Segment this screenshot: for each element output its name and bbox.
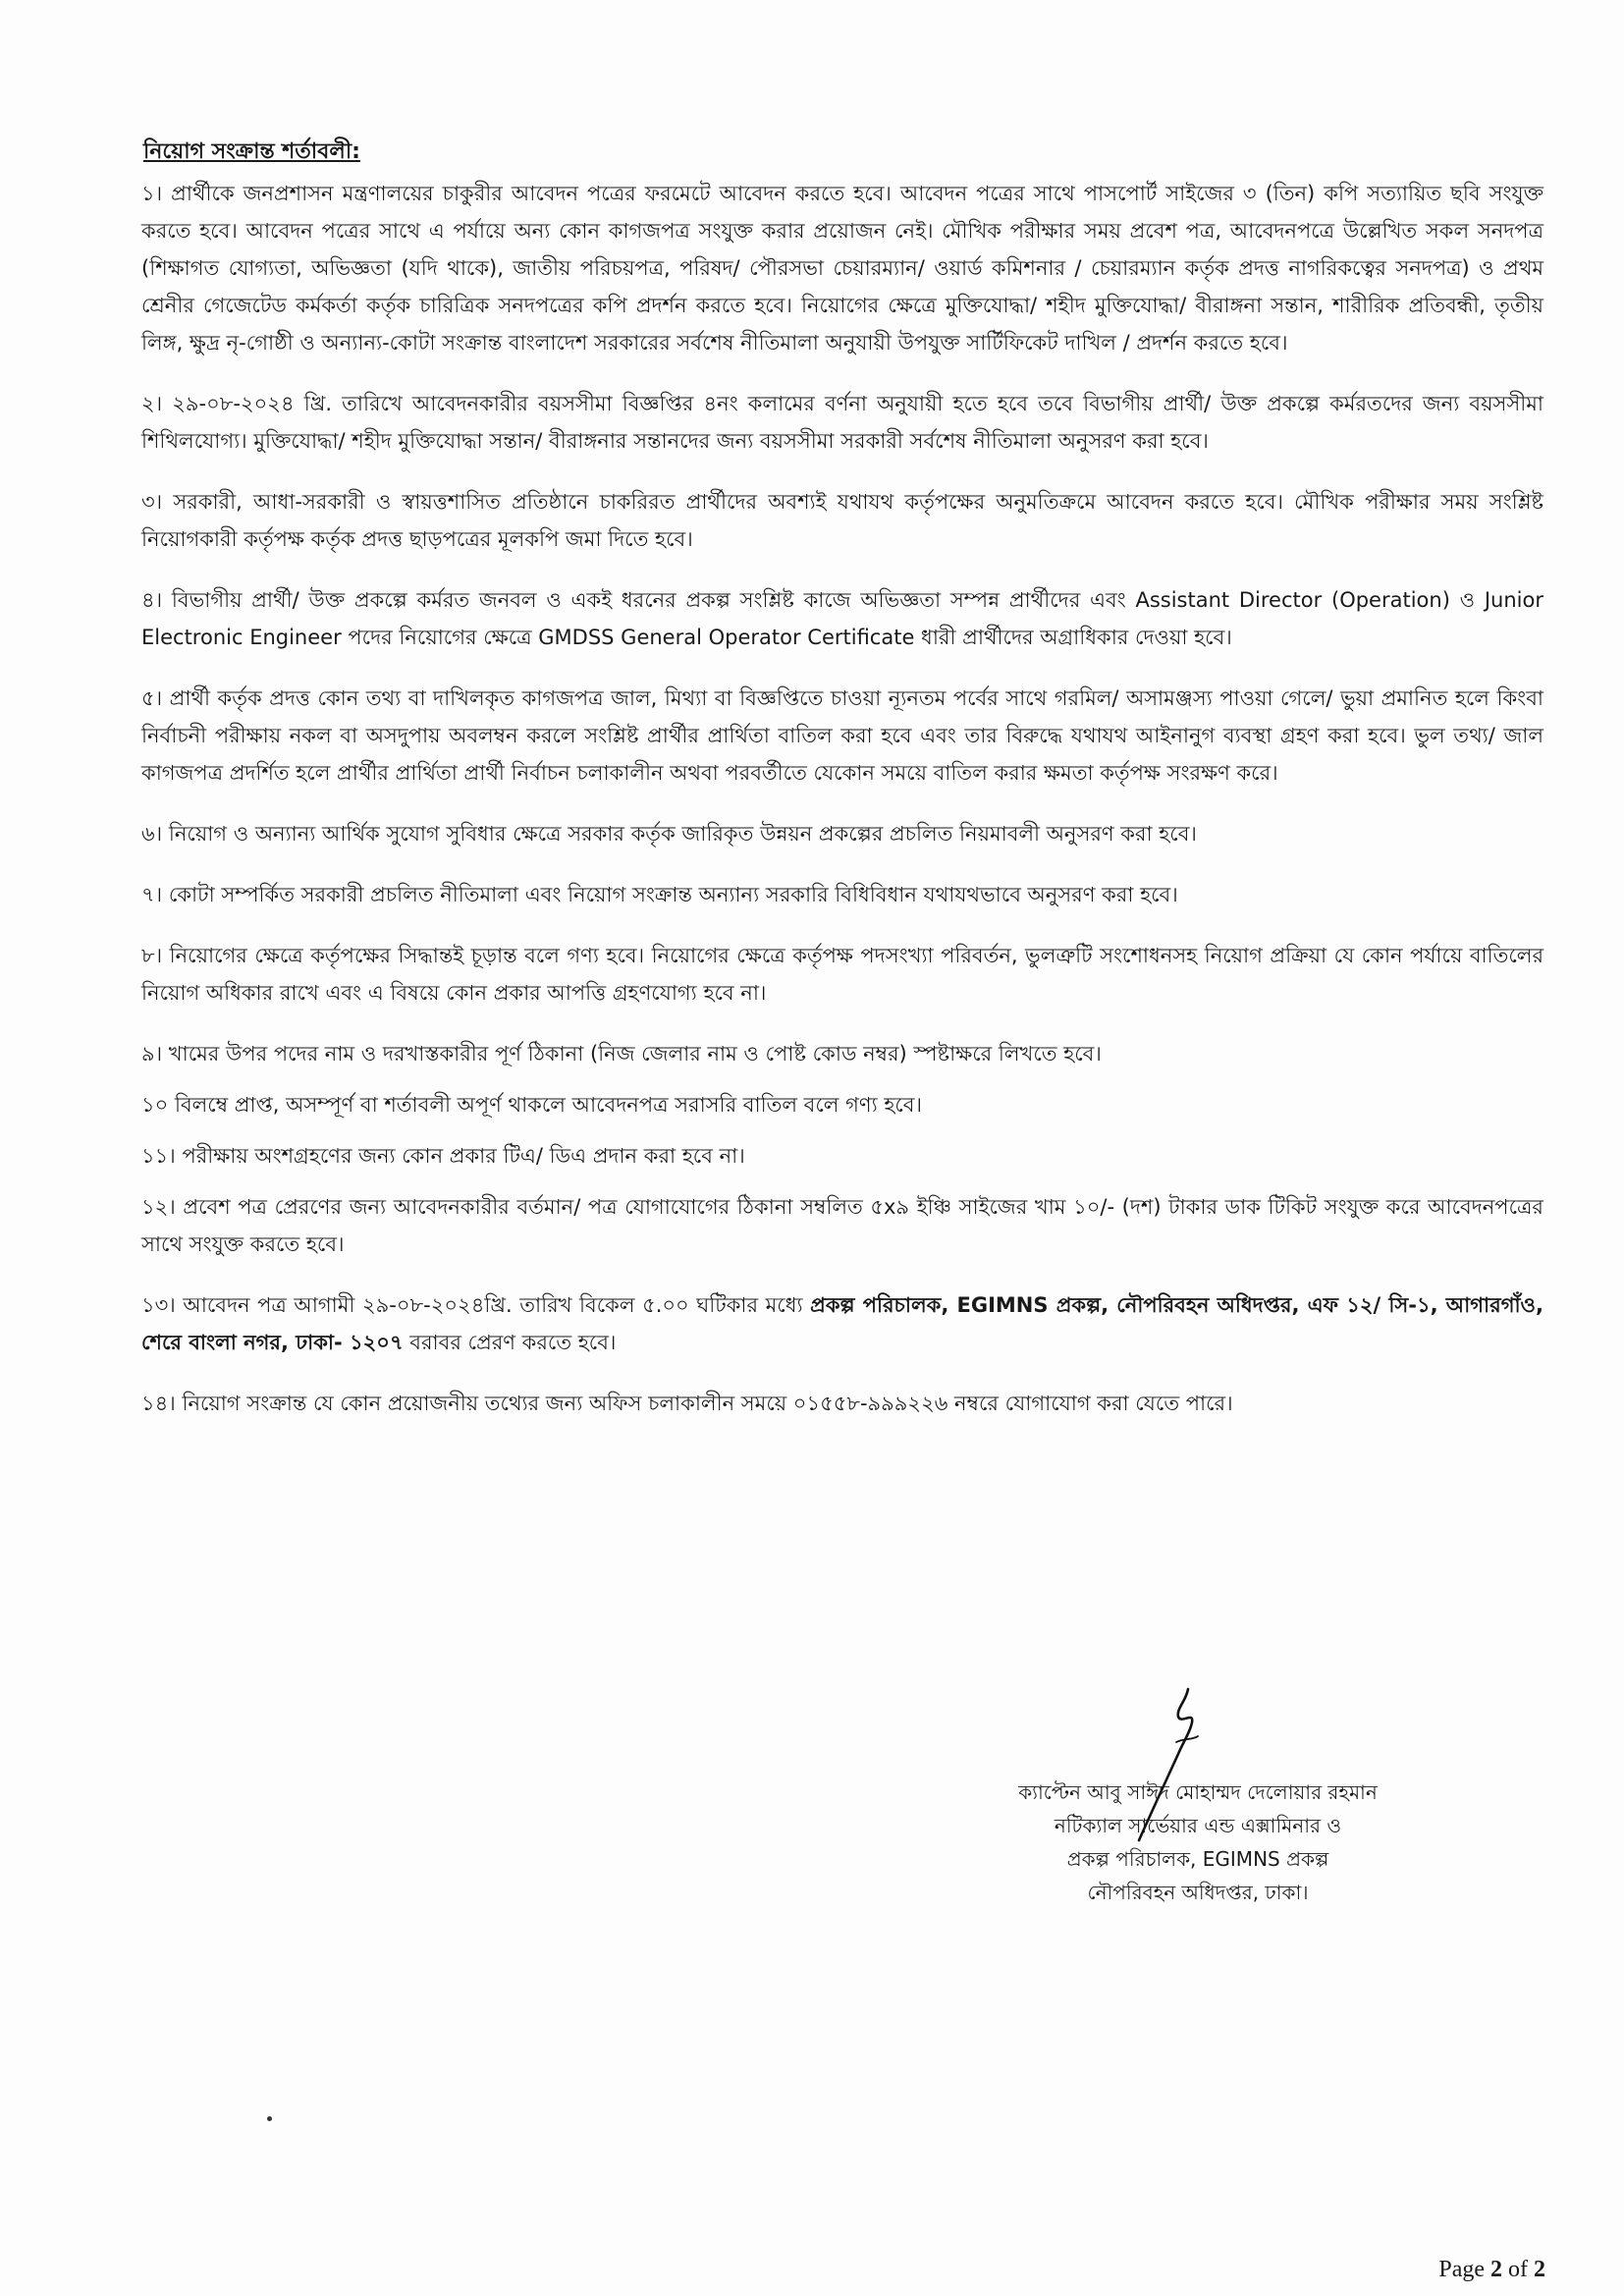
- clause-list: [141, 175, 1543, 1446]
- clause-7: ৭। কোটা সম্পর্কিত সরকারী প্রচলিত নীতিমালা এবং নিয়োগ সংক্রান্ত অন্যান্য সরকারি বিধিবিধান যথাযথভাবে অনুসরণ করা হবে।: [141, 883, 1178, 906]
- clause-14: ১৪। নিয়োগ সংক্রান্ত যে কোন প্রয়োজনীয় তথ্যের জন্য অফিস চলাকালীন সময়ে ০১৫৫৮-৯৯৯২২৬ নম্বরে যোগাযোগ করা যেতে পারে।: [141, 1392, 1233, 1415]
- page-number: [1438, 2257, 1545, 2283]
- clause-4: ৪। বিভাগীয় প্রার্থী/ উক্ত প্রকল্পে কর্মরত জনবল ও একই ধরনের প্রকল্প সংশ্লিষ্ট কাজে অভিজ্ঞতা সম্পন্ন প্রার্থীদের এবং Assistant Director (Operation) ও Junior Electronic Engineer পদের নিয়োগের ক্ষেত্রে GMDSS General Operator Certificate ধারী প্রার্থীদের অগ্রাধিকার দেওয়া হবে।: [141, 588, 1543, 649]
- page-number-total: 2: [1534, 2257, 1545, 2282]
- signatory-office: নৌপরিবহন অধিদপ্তর, ঢাকা।: [1087, 1881, 1309, 1904]
- clause-13-tail: বরাবর প্রেরণ করতে হবে।: [403, 1331, 617, 1354]
- page-number-middle: of: [1502, 2257, 1534, 2282]
- signatory-role: প্রকল্প পরিচালক, EGIMNS প্রকল্প: [1066, 1847, 1329, 1871]
- clause-3: ৩। সরকারী, আধা-সরকারী ও স্বায়ত্তশাসিত প্রতিষ্ঠানে চাকরিরত প্রার্থীদের অবশ্যই যথাযথ কর্তৃপক্ষের অনুমতিক্রমে আবেদন করতে হবে। মৌখিক পরীক্ষার সময় সংশ্লিষ্ট নিয়োগকারী কর্তৃপক্ষ কর্তৃক প্রদত্ত ছাড়পত্রের মূলকপি জমা দিতে হবে।: [141, 490, 1543, 551]
- clause-13: [141, 1286, 1543, 1361]
- signature-block: [982, 1776, 1414, 1909]
- clause-13-address: প্রকল্প পরিচালক, EGIMNS প্রকল্প, নৌপরিবহন অধিদপ্তর, এফ ১২/ সি-১, আগারগাঁও, শেরে বাংলা নগর, ঢাকা- ১২০৭: [141, 1293, 1543, 1354]
- page-number-prefix: Page: [1438, 2257, 1490, 2282]
- page-heading: নিয়োগ সংক্রান্ত শর্তাবলী:: [143, 139, 360, 164]
- stray-mark: [267, 2116, 272, 2121]
- clause-1: ১। প্রার্থীকে জনপ্রশাসন মন্ত্রণালয়ের চাকুরীর আবেদন পত্রের ফরমেটে আবেদন করতে হবে। আবেদন পত্রের সাথে পাসপোর্ট সাইজের ৩ (তিন) কপি সত্যায়িত ছবি সংযুক্ত করতে হবে। আবেদন পত্রের সাথে এ পর্যায়ে অন্য কোন কাগজপত্র সংযুক্ত করার প্রয়োজন নেই। মৌখিক পরীক্ষার সময় প্রবেশ পত্র, আবেদনপত্রে উল্লেখিত সকল সনদপত্র (শিক্ষাগত যোগ্যতা, অভিজ্ঞতা (যদি থাকে), জাতীয় পরিচয়পত্র, পরিষদ/ পৌরসভা চেয়ারম্যান/ ওয়ার্ড কমিশনার / চেয়ারম্যান কর্তৃক প্রদত্ত নাগরিকত্বের সনদপত্র) ও প্রথম শ্রেনীর গেজেটেড কর্মকর্তা কর্তৃক চারিত্রিক সনদপত্রের কপি প্রদর্শন করতে হবে। নিয়োগের ক্ষেত্রে মুক্তিযোদ্ধা/ শহীদ মুক্তিযোদ্ধা/ বীরাঙ্গনা সন্তান, শারীরিক প্রতিবন্ধী, তৃতীয় লিঙ্গ, ক্ষুদ্র নৃ-গোষ্ঠী ও অন্যান্য-কোটা সংক্রান্ত বাংলাদেশ সরকারের সর্বশেষ নীতিমালা অনুযায়ী উপযুক্ত সার্টিফিকেট দাখিল / প্রদর্শন করতে হবে।: [141, 182, 1543, 355]
- clause-9: ৯। খামের উপর পদের নাম ও দরখাস্তকারীর পূর্ণ ঠিকানা (নিজ জেলার নাম ও পোষ্ট কোড নম্বর) স্পষ্টাক্ষরে লিখতে হবে।: [141, 1042, 1102, 1066]
- signatory-name: ক্যাপ্টেন আবু সাঈদ মোহাম্মদ দেলোয়ার রহমান: [1018, 1780, 1378, 1804]
- clause-6: ৬। নিয়োগ ও অন্যান্য আর্থিক সুযোগ সুবিধার ক্ষেত্রে সরকার কর্তৃক জারিকৃত উন্নয়ন প্রকল্পের প্রচলিত নিয়মাবলী অনুসরণ করা হবে।: [141, 822, 1197, 846]
- clause-11: ১১। পরীক্ষায় অংশগ্রহণের জন্য কোন প্রকার টিএ/ ডিএ প্রদান করা হবে না।: [141, 1144, 745, 1168]
- page-number-current: 2: [1490, 2257, 1502, 2282]
- clause-2: ২। ২৯-০৮-২০২৪ খ্রি. তারিখে আবেদনকারীর বয়সসীমা বিজ্ঞপ্তির ৪নং কলামের বর্ণনা অনুযায়ী হতে হবে তবে বিভাগীয় প্রার্থী/ উক্ত প্রকল্পে কর্মরতদের জন্য বয়সসীমা শিথিলযোগ্য। মুক্তিযোদ্ধা/ শহীদ মুক্তিযোদ্ধা সন্তান/ বীরাঙ্গনার সন্তানদের জন্য বয়সসীমা সরকারী সর্বশেষ নীতিমালা অনুসরণ করা হবে।: [141, 392, 1543, 453]
- clause-5: ৫। প্রার্থী কর্তৃক প্রদত্ত কোন তথ্য বা দাখিলকৃত কাগজপত্র জাল, মিথ্যা বা বিজ্ঞপ্তিতে চাওয়া ন্যূনতম পর্বের সাথে গরমিল/ অসামঞ্জস্য পাওয়া গেলে/ ভুয়া প্রমানিত হলে কিংবা নির্বাচনী পরীক্ষায় নকল বা অসদুপায় অবলম্বন করলে সংশ্লিষ্ট প্রার্থীর প্রার্থিতা বাতিল করা হবে এবং তার বিরুদ্ধে যথাযথ আইনানুগ ব্যবস্থা গ্রহণ করা হবে। ভুল তথ্য/ জাল কাগজপত্র প্রদর্শিত হলে প্রার্থীর প্রার্থিতা প্রার্থী নির্বাচন চলাকালীন অথবা পরবর্তীতে যেকোন সময়ে বাতিল করার ক্ষমতা কর্তৃপক্ষ সংরক্ষণ করে।: [141, 686, 1543, 785]
- clause-8: ৮। নিয়োগের ক্ষেত্রে কর্তৃপক্ষের সিদ্ধান্তই চূড়ান্ত বলে গণ্য হবে। নিয়োগের ক্ষেত্রে কর্তৃপক্ষ পদসংখ্যা পরিবর্তন, ভুলত্রুটি সংশোধনসহ নিয়োগ প্রক্রিয়া যে কোন পর্যায়ে বাতিলের নিয়োগ অধিকার রাখে এবং এ বিষয়ে কোন প্রকার আপত্তি গ্রহণযোগ্য হবে না।: [141, 944, 1543, 1005]
- clause-10: ১০ বিলম্বে প্রাপ্ত, অসম্পূর্ণ বা শর্তাবলী অপূর্ণ থাকলে আবেদনপত্র সরাসরি বাতিল বলে গণ্য হবে।: [141, 1093, 923, 1117]
- clause-13-text: ১৩। আবেদন পত্র আগামী ২৯-০৮-২০২৪খ্রি. তারিখ বিকেল ৫.০০ ঘটিকার মধ্যে: [141, 1293, 811, 1317]
- clause-12: ১২। প্রবেশ পত্র প্রেরণের জন্য আবেদনকারীর বর্তমান/ পত্র যোগাযোগের ঠিকানা সম্বলিত ৫x৯ ইঞ্চি সাইজের খাম ১০/- (দশ) টাকার ডাক টিকিট সংযুক্ত করে আবেদনপত্রের সাথে সংযুক্ত করতে হবে।: [141, 1195, 1543, 1256]
- signatory-designation: নটিক্যাল সার্ভেয়ার এন্ড এক্সামিনার ও: [1054, 1814, 1342, 1837]
